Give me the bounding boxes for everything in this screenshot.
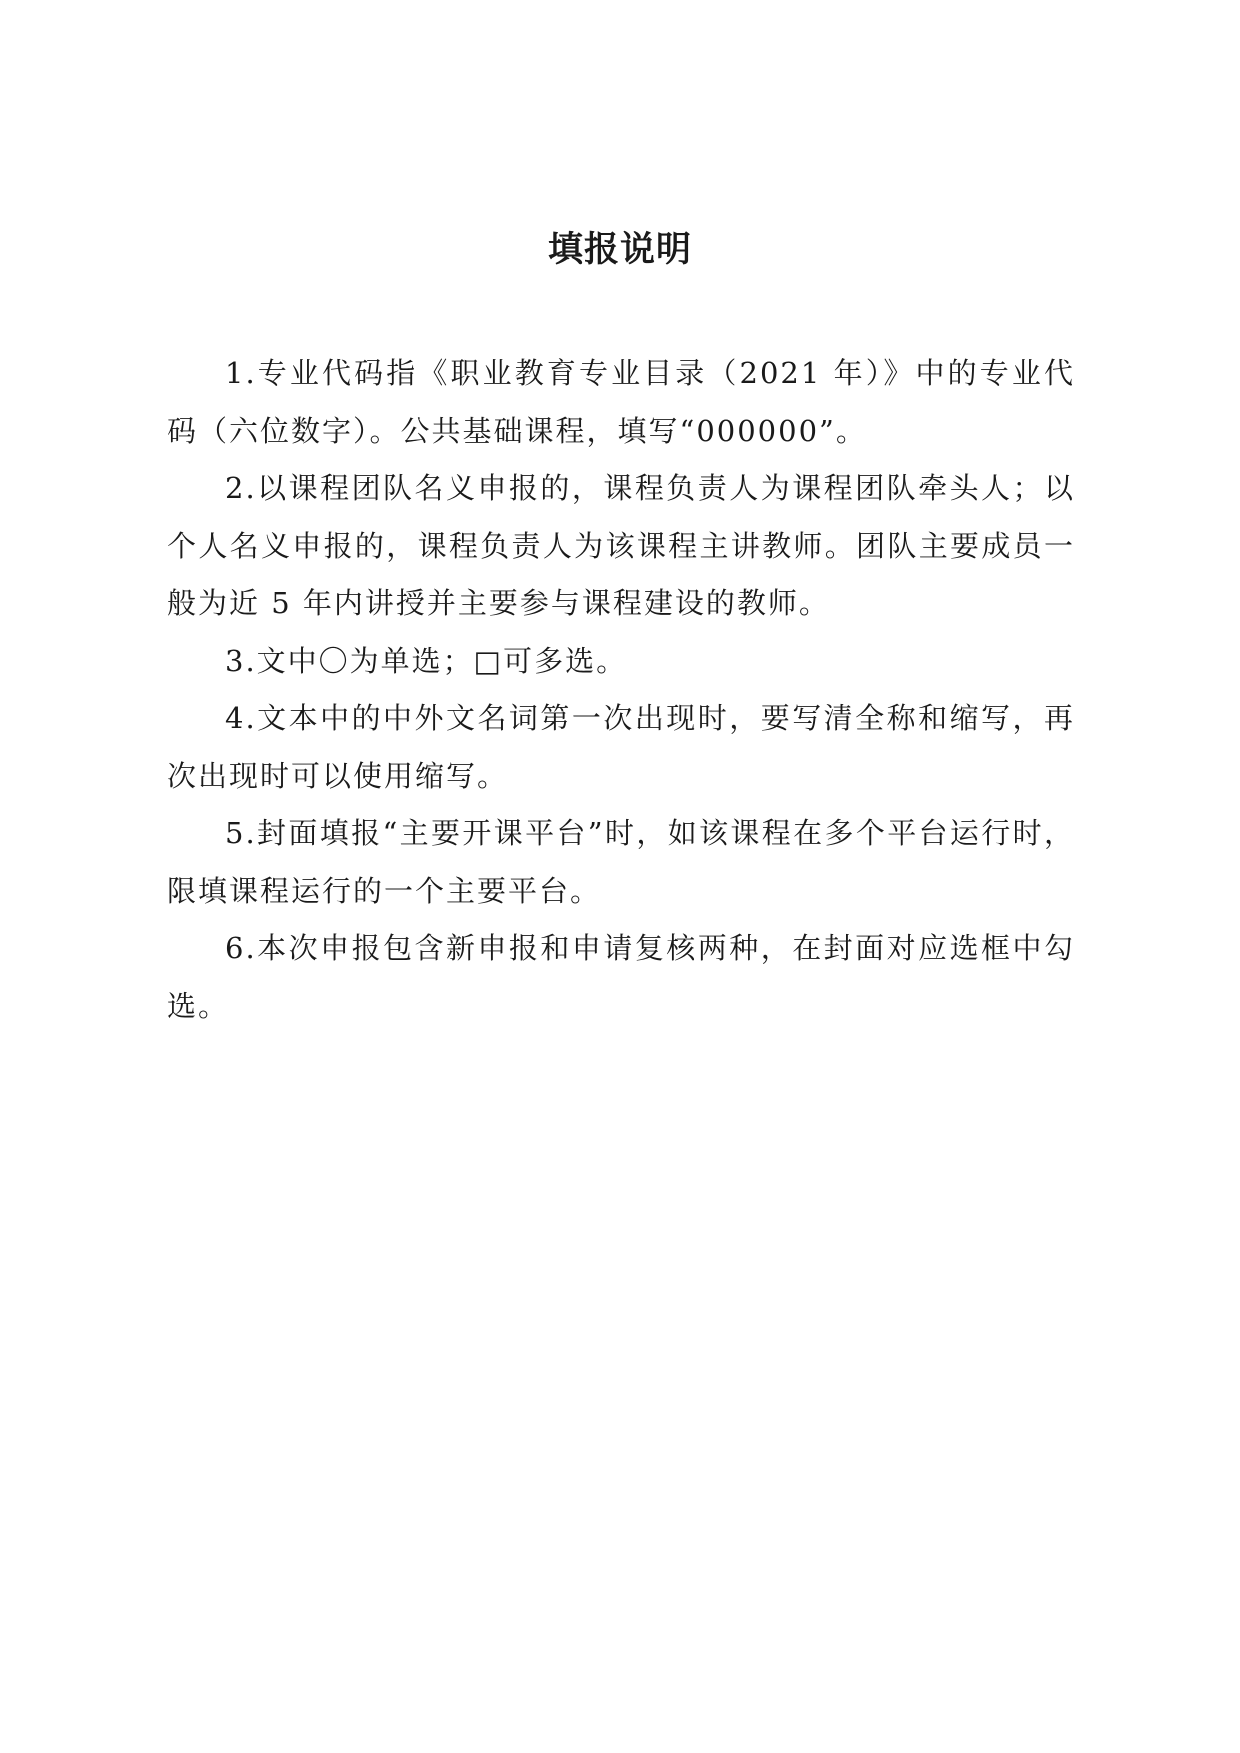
instruction-item-6: 6.本次申报包含新申报和申请复核两种，在封面对应选框中勾选。 <box>167 931 1075 1023</box>
page-title: 填报说明 <box>547 229 692 270</box>
instruction-item-3: 3.文中〇为单选；□可多选。 <box>225 643 628 678</box>
instruction-item-2: 2.以课程团队名义申报的，课程负责人为课程团队牵头人；以个人名义申报的，课程负责人为该课程主讲教师。团队主要成员一般为近 5 年内讲授并主要参与课程建设的教师。 <box>167 471 1075 620</box>
instruction-item-5: 5.封面填报“主要开课平台”时，如该课程在多个平台运行时，限填课程运行的一个主要平台。 <box>167 816 1075 908</box>
instruction-item-4: 4.文本中的中外文名词第一次出现时，要写清全称和缩写，再次出现时可以使用缩写。 <box>167 701 1075 793</box>
instructions-list <box>167 345 1075 1035</box>
instruction-item-1: 1.专业代码指《职业教育专业目录（2021 年）》中的专业代码（六位数字）。公共基础课程，填写“000000”。 <box>167 356 1075 448</box>
